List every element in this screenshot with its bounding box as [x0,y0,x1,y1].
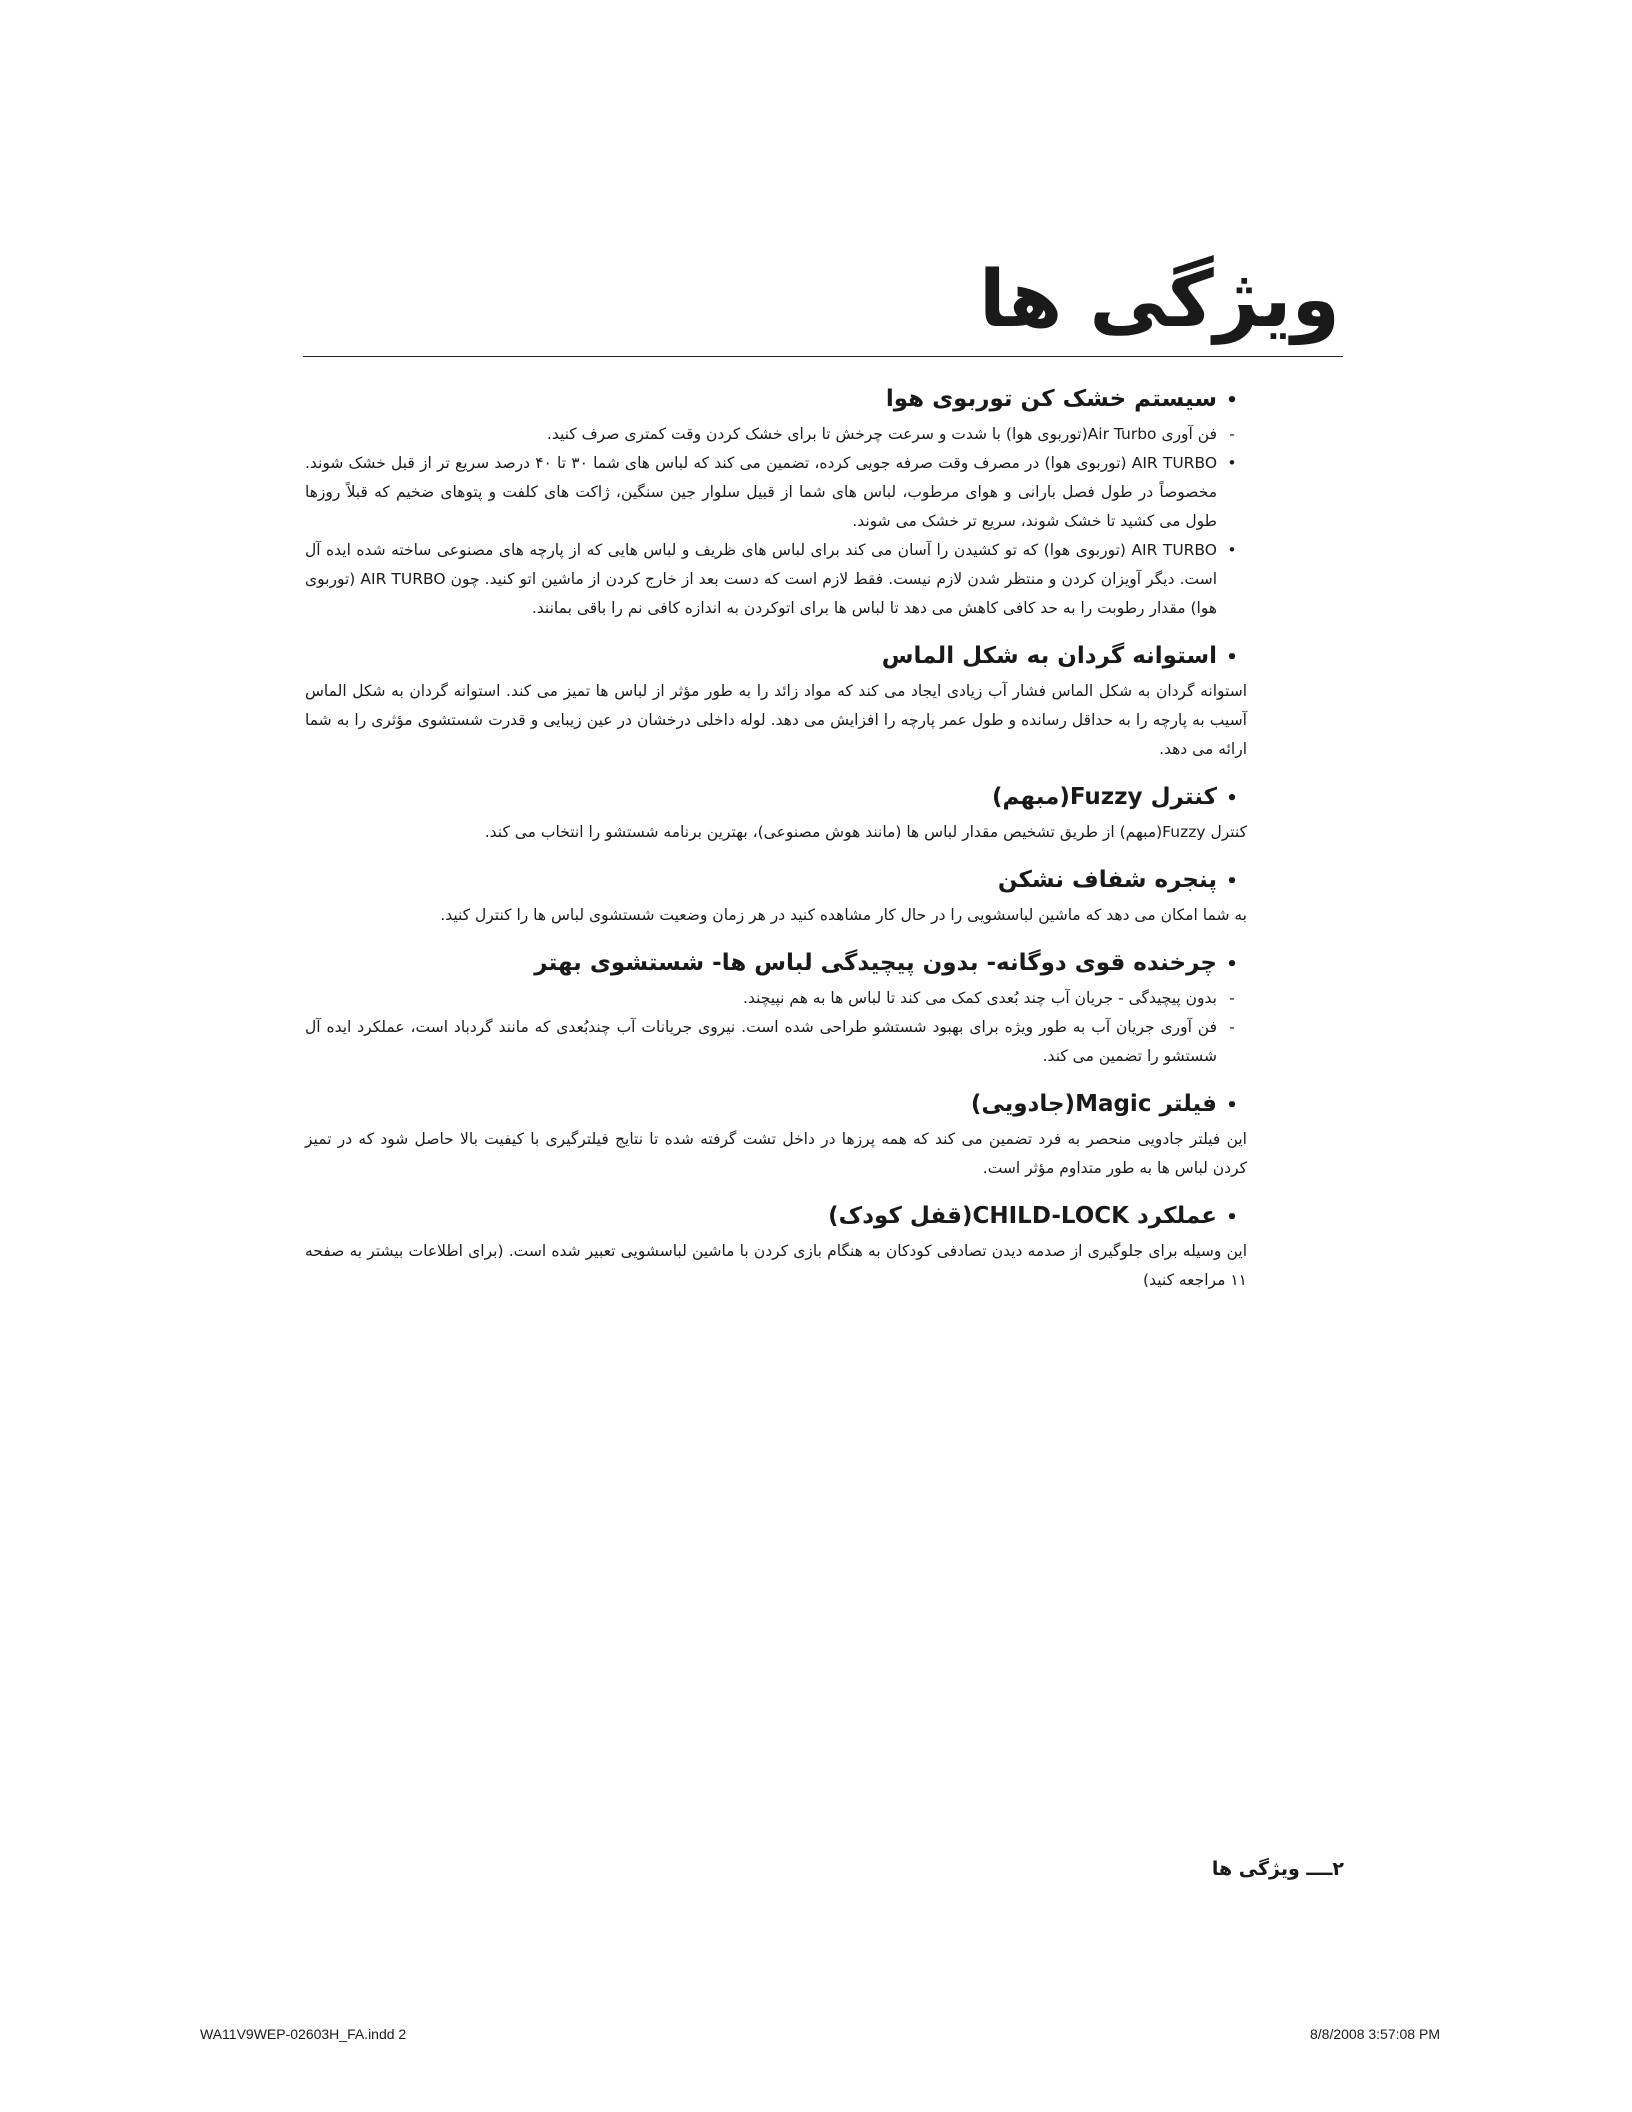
imprint-file-name: WA11V9WEP-02603H_FA.indd 2 [200,2026,407,2042]
section-dual-pulsator [305,950,1247,1071]
section-paragraph: این وسیله برای جلوگیری از صدمه دیدن تصادفی کودکان به هنگام بازی کردن با ماشین لباسشویی تعبیر شده است. (برای اطلاعات بیشتر به صفحه ۱۱ مراجعه کنید) [305,1242,1247,1289]
section-paragraph: این فیلتر جادویی منحصر به فرد تضمین می کند که همه پرزها در داخل تشت گرفته شده تا نتایج فیلترگیری با کیفیت بالا حاصل شود که در تمیز کردن لباس ها به طور متداوم مؤثر است. [305,1130,1247,1177]
list-marker: - [1229,425,1235,443]
bullet-icon: • [1226,1095,1238,1116]
section-fuzzy-control [305,784,1247,847]
list-item-text: فن آوری Air Turbo(توربوی هوا) با شدت و سرعت چرخش تا برای خشک کردن وقت کمتری صرف کنید. [546,425,1217,443]
list-item [305,984,1247,1013]
list-item [305,420,1247,449]
section-heading [305,386,1247,412]
section-air-turbo [305,386,1247,623]
section-heading-text: چرخنده قوی دوگانه- بدون پیچیدگی لباس ها- شستشوی بهتر [534,950,1217,976]
list-marker: - [1229,1018,1235,1036]
page-title: ویژگی ها [978,255,1340,345]
section-paragraph: استوانه گردان به شکل الماس فشار آب زیادی ایجاد می کند که مواد زائد را به طور مؤثر از لباس ها تمیز می کند. استوانه گردان به شکل الماس آسیب به پارچه را به حداقل رسانده و طول عمر پارچه را افزایش می دهد. لوله داخلی درخشان در عین زیبایی و قدرت شستشوی مؤثری را به شما ارائه می دهد. [305,682,1247,758]
section-heading-text: فیلتر Magic(جادویی) [970,1091,1217,1117]
section-child-lock [305,1203,1247,1295]
bullet-icon: • [1226,1207,1238,1228]
list-item [305,449,1247,536]
list-marker: • [1227,454,1237,472]
list-item-text: فن آوری جریان آب به طور ویژه برای بهبود شستشو طراحی شده است. نیروی جریانات آب چندبُعدی که مانند گردباد است، عملکرد ایده آل شستشو را تضمین می کند. [305,1018,1217,1065]
section-heading [305,950,1247,976]
list-marker: - [1229,989,1235,1007]
list-item-text: بدون پیچیدگی - جریان آب چند بُعدی کمک می کند تا لباس ها به هم نپیچند. [743,989,1217,1007]
section-heading [305,643,1247,669]
section-diamond-drum [305,643,1247,764]
section-transparent-window [305,867,1247,930]
section-heading-text: پنجره شفاف نشکن [997,867,1217,893]
section-heading [305,867,1247,893]
section-heading-text: سیستم خشک کن توربوی هوا [885,386,1217,412]
bullet-icon: • [1226,871,1238,892]
bullet-icon: • [1226,390,1238,411]
section-paragraph: به شما امکان می دهد که ماشین لباسشویی را در حال کار مشاهده کنید در هر زمان وضعیت شستشوی لباس ها را کنترل کنید. [440,906,1247,924]
bullet-icon: • [1226,788,1238,809]
section-heading [305,784,1247,810]
section-heading-text: عملکرد CHILD-LOCK(قفل کودک) [828,1203,1217,1229]
page-number-label: ۲ــــ ویژگی ها [1211,1858,1344,1880]
list-item [305,536,1247,623]
list-item [305,1013,1247,1071]
imprint-timestamp: 8/8/2008 3:57:08 PM [1310,2026,1440,2042]
title-divider [303,356,1343,357]
section-paragraph: کنترل Fuzzy(مبهم) از طریق تشخیص مقدار لباس ها (مانند هوش مصنوعی)، بهترین برنامه شستشو را انتخاب می کند. [484,823,1247,841]
list-marker: • [1227,541,1237,559]
bullet-icon: • [1226,954,1238,975]
bullet-icon: • [1226,647,1238,668]
list-item-text: AIR TURBO (توربوی هوا) در مصرف وقت صرفه جویی کرده، تضمین می کند که لباس های شما ۳۰ تا ۴۰ درصد سریع تر از قبل خشک شوند. مخصوصاً در طول فصل بارانی و هوای مرطوب، لباس های شما از قبیل سلوار جین سنگین، ژاکت های کلفت و پتوهای ضخیم که قبلاً روزها طول می کشید تا خشک شوند، سریع تر خشک می شوند. [305,454,1218,530]
section-magic-filter [305,1091,1247,1183]
section-heading [305,1091,1247,1117]
list-item-text: AIR TURBO (توربوی هوا) که تو کشیدن را آسان می کند برای لباس های ظریف و لباس هایی که از پارچه های مصنوعی ساخته شده ایده آل است. دیگر آویزان کردن و منتظر شدن لازم نیست. فقط لازم است که دست بعد از خارج کردن از ماشین اتو کنید. چون AIR TURBO (توربوی هوا) مقدار رطوبت را به حد کافی کاهش می دهد تا لباس ها برای اتوکردن به اندازه کافی نم را باقی بمانند. [305,541,1218,617]
features-content [305,386,1247,1315]
section-heading-text: استوانه گردان به شکل الماس [881,643,1217,669]
section-heading [305,1203,1247,1229]
section-heading-text: کنترل Fuzzy(مبهم) [991,784,1217,810]
